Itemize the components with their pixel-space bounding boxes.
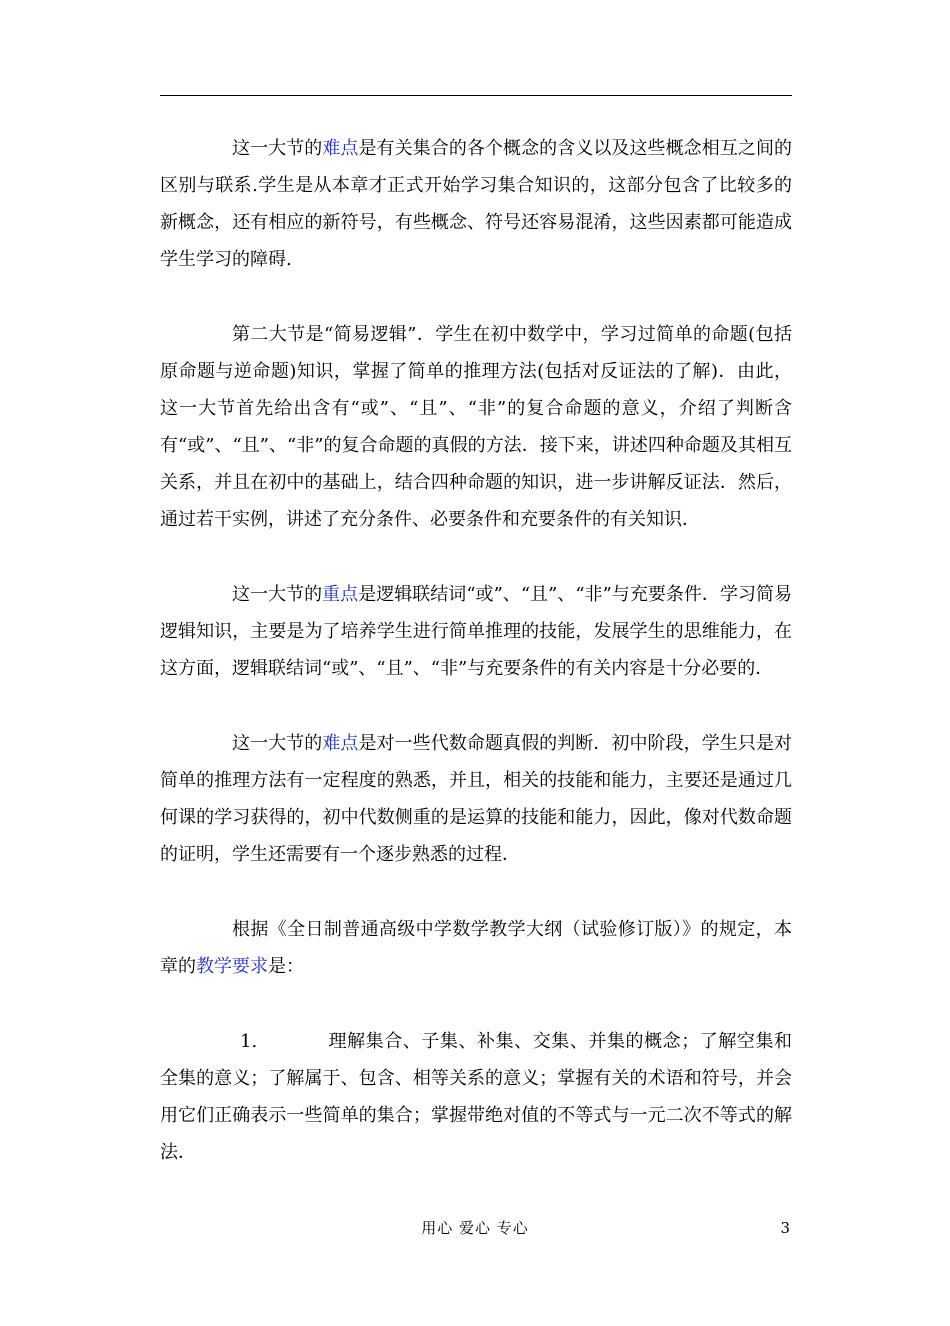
text-run: 这一大节的 (232, 733, 323, 754)
list-item-number: 1. (240, 1031, 258, 1052)
page-number: 3 (780, 1219, 790, 1237)
text-run: 根据《全日制普通高级中学数学教学大纲（试验修订版）》的规定，本章的 (160, 919, 792, 977)
paragraph-gap (160, 538, 792, 576)
paragraph-gap (160, 687, 792, 725)
highlight-term: 难点 (322, 138, 359, 159)
text-run: 这一大节的 (232, 138, 323, 159)
paragraph-gap (160, 985, 792, 1023)
text-run: 第二大节是“简易逻辑”．学生在初中数学中，学习过简单的命题(包括原命题与逆命题)知识，掌握了简单的推理方法(包括对反证法的了解)．由此，这一大节首先给出含有“或”、“且”、“非”的复合命题的意义，介绍了判断含有“或”、“且”、“非”的复合命题的真假的方法．接下来，讲述四种命题及其相互关系，并且在初中的基础上，结合四种命题的知识，进一步讲解反证法．然后，通过若干实例，讲述了充分条件、必要条件和充要条件的有关知识． (160, 324, 792, 530)
text-run: 这一大节的 (232, 584, 323, 605)
paragraph-gap (160, 873, 792, 911)
paragraph-difficulty-sets (160, 130, 792, 278)
requirement-list-item (160, 1023, 792, 1171)
paragraph-key-points (160, 576, 792, 687)
highlight-term: 难点 (322, 733, 359, 754)
paragraph-gap (160, 278, 792, 316)
list-item-text: 理解集合、子集、补集、交集、并集的概念；了解空集和全集的意义；了解属于、包含、相等关系的意义；掌握有关的术语和符号，并会用它们正确表示一些简单的集合；掌握带绝对值的不等式与一元二次不等式的解法． (160, 1031, 792, 1163)
paragraph-simple-logic (160, 316, 792, 538)
text-run: 是： (268, 956, 304, 977)
paragraph-teaching-requirements (160, 911, 792, 985)
paragraph-difficulty-logic (160, 725, 792, 873)
text-run: 是逻辑联结词“或”、“且”、“非”与充要条件．学习简易逻辑知识，主要是为了培养学生进行简单推理的技能，发展学生的思维能力，在这方面，逻辑联结词“或”、“且”、“非”与充要条件的有关内容是十分必要的． (160, 584, 793, 679)
text-run: 是有关集合的各个概念的含义以及这些概念相互之间的区别与联系.学生是从本章才正式开始学习集合知识的，这部分包含了比较多的新概念，还有相应的新符号，有些概念、符号还容易混淆，这些因素都可能造成学生学习的障碍. (160, 138, 793, 270)
highlight-term: 重点 (322, 584, 359, 605)
header-rule (160, 95, 792, 96)
text-run: 是对一些代数命题真假的判断．初中阶段，学生只是对简单的推理方法有一定程度的熟悉，并且，相关的技能和能力，主要还是通过几何课的学习获得的，初中代数侧重的是运算的技能和能力，因此，像对代数命题的证明，学生还需要有一个逐步熟悉的过程． (160, 733, 793, 865)
highlight-term: 教学要求 (196, 956, 268, 977)
footer-motto: 用心 爱心 专心 (421, 1219, 529, 1237)
document-body (160, 130, 792, 1171)
